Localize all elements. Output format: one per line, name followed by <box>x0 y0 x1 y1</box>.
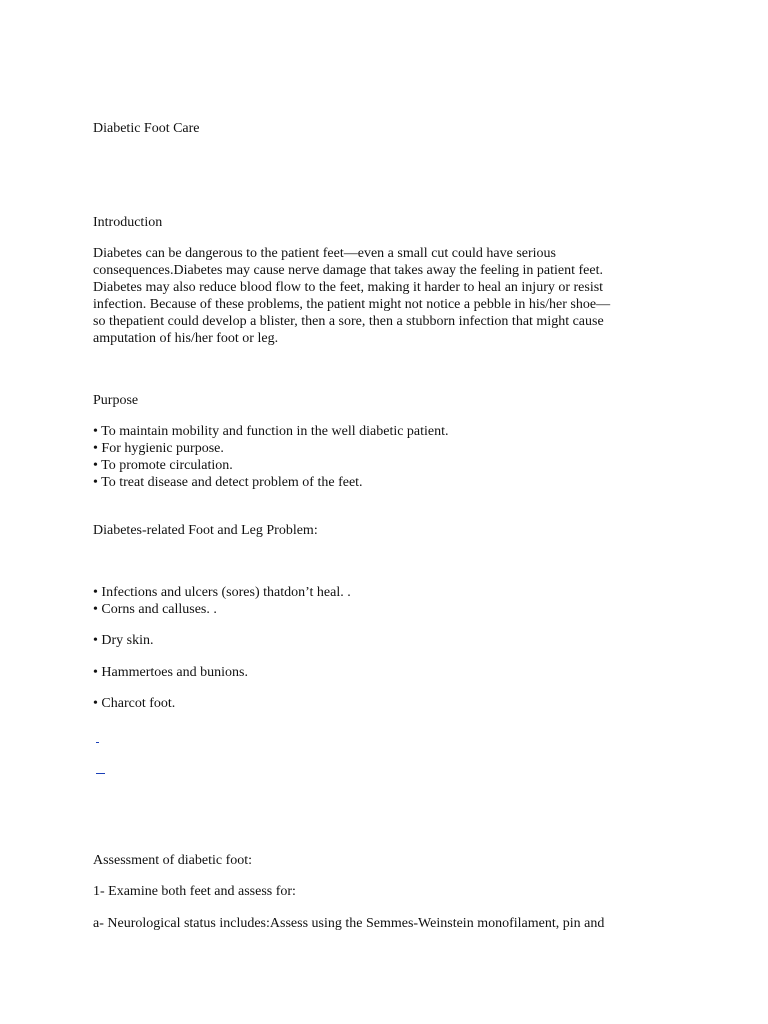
list-item: • To maintain mobility and function in the well diabetic patient. <box>93 424 449 439</box>
list-item: • Dry skin. <box>93 633 154 648</box>
list-item: • To treat disease and detect problem of the feet. <box>93 475 363 490</box>
introduction-line: amputation of his/her foot or leg. <box>93 331 279 346</box>
purpose-list <box>93 423 449 491</box>
problems-heading: Diabetes-related Foot and Leg Problem: <box>93 523 318 538</box>
introduction-line: consequences.Diabetes may cause nerve damage that takes away the feeling in patient feet. <box>93 263 603 278</box>
introduction-line: so thepatient could develop a blister, then a sore, then a stubborn infection that might cause <box>93 314 604 329</box>
list-item: • To promote circulation. <box>93 458 233 473</box>
list-item: • Charcot foot. <box>93 696 176 711</box>
empty-link-2[interactable] <box>96 761 105 775</box>
introduction-paragraph <box>93 245 673 347</box>
assessment-step-1: 1- Examine both feet and assess for: <box>93 884 296 899</box>
document-title: Diabetic Foot Care <box>93 121 200 136</box>
introduction-heading: Introduction <box>93 215 163 230</box>
introduction-line: Diabetes may also reduce blood flow to the feet, making it harder to heal an injury or resist <box>93 280 604 295</box>
list-item: • Hammertoes and bunions. <box>93 665 248 680</box>
introduction-line: infection. Because of these problems, the patient might not notice a pebble in his/her shoe— <box>93 297 611 312</box>
purpose-heading: Purpose <box>93 393 139 408</box>
introduction-line: Diabetes can be dangerous to the patient feet—even a small cut could have serious <box>93 246 556 261</box>
empty-link-1[interactable] <box>96 730 99 744</box>
problems-list <box>93 584 351 618</box>
list-item: • For hygienic purpose. <box>93 441 224 456</box>
list-item: • Infections and ulcers (sores) thatdon’t heal. . <box>93 585 351 600</box>
list-item: • Corns and calluses. . <box>93 602 217 617</box>
assessment-heading: Assessment of diabetic foot: <box>93 853 253 868</box>
assessment-step-a: a- Neurological status includes:Assess using the Semmes-Weinstein monofilament, pin and <box>93 916 605 931</box>
